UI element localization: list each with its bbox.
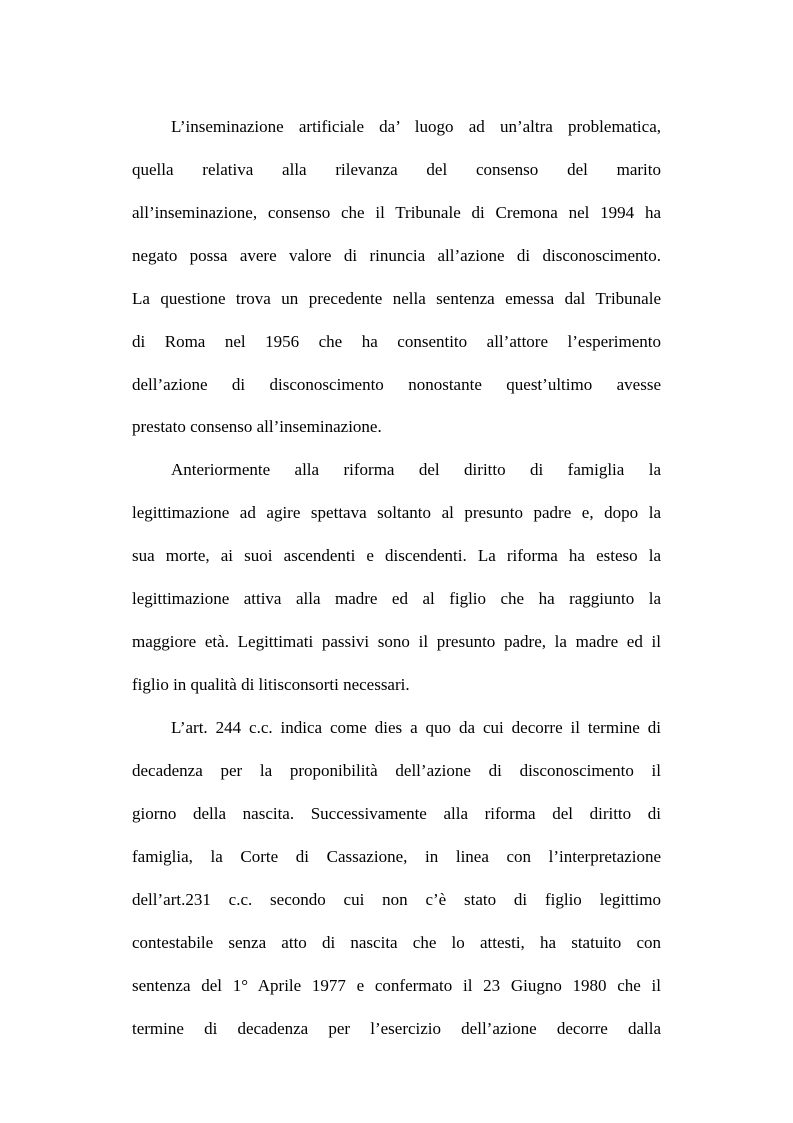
paragraph-1-line-2: quella relativa alla rilevanza del consenso del marito <box>132 160 661 179</box>
paragraph-1-line-8: prestato consenso all’inseminazione. <box>132 417 382 436</box>
paragraph-3-line-5: dell’art.231 c.c. secondo cui non c’è stato di figlio legittimo <box>132 890 661 909</box>
paragraph-2-line-4: legittimazione attiva alla madre ed al figlio che ha raggiunto la <box>132 589 661 608</box>
paragraph-2-line-2: legittimazione ad agire spettava soltanto al presunto padre e, dopo la <box>132 503 661 522</box>
paragraph-3-line-8: termine di decadenza per l’esercizio dell’azione decorre dalla <box>132 1019 661 1038</box>
paragraph-1-line-7: dell’azione di disconoscimento nonostante quest’ultimo avesse <box>132 375 661 394</box>
paragraph-1-line-3: all’inseminazione, consenso che il Tribunale di Cremona nel 1994 ha <box>132 203 661 222</box>
paragraph-1-line-5: La questione trova un precedente nella sentenza emessa dal Tribunale <box>132 289 661 308</box>
paragraph-2-line-5: maggiore età. Legittimati passivi sono il presunto padre, la madre ed il <box>132 632 661 651</box>
paragraph-3-line-3: giorno della nascita. Successivamente alla riforma del diritto di <box>132 804 661 823</box>
paragraph-2-line-3: sua morte, ai suoi ascendenti e discendenti. La riforma ha esteso la <box>132 546 661 565</box>
paragraph-1-line-4: negato possa avere valore di rinuncia all’azione di disconoscimento. <box>132 246 661 265</box>
paragraph-1-line-6: di Roma nel 1956 che ha consentito all’attore l’esperimento <box>132 332 661 351</box>
paragraph-1-line-1: L’inseminazione artificiale da’ luogo ad un’altra problematica, <box>171 117 661 136</box>
paragraph-3-line-4: famiglia, la Corte di Cassazione, in linea con l’interpretazione <box>132 847 661 866</box>
paragraph-3-line-6: contestabile senza atto di nascita che lo attesti, ha statuito con <box>132 933 661 952</box>
paragraph-3-line-7: sentenza del 1° Aprile 1977 e confermato il 23 Giugno 1980 che il <box>132 976 661 995</box>
paragraph-3-line-1: L’art. 244 c.c. indica come dies a quo da cui decorre il termine di <box>171 718 661 737</box>
paragraph-2-line-1: Anteriormente alla riforma del diritto di famiglia la <box>171 460 661 479</box>
paragraph-2-line-6: figlio in qualità di litisconsorti necessari. <box>132 675 410 694</box>
paragraph-3-line-2: decadenza per la proponibilità dell’azione di disconoscimento il <box>132 761 661 780</box>
